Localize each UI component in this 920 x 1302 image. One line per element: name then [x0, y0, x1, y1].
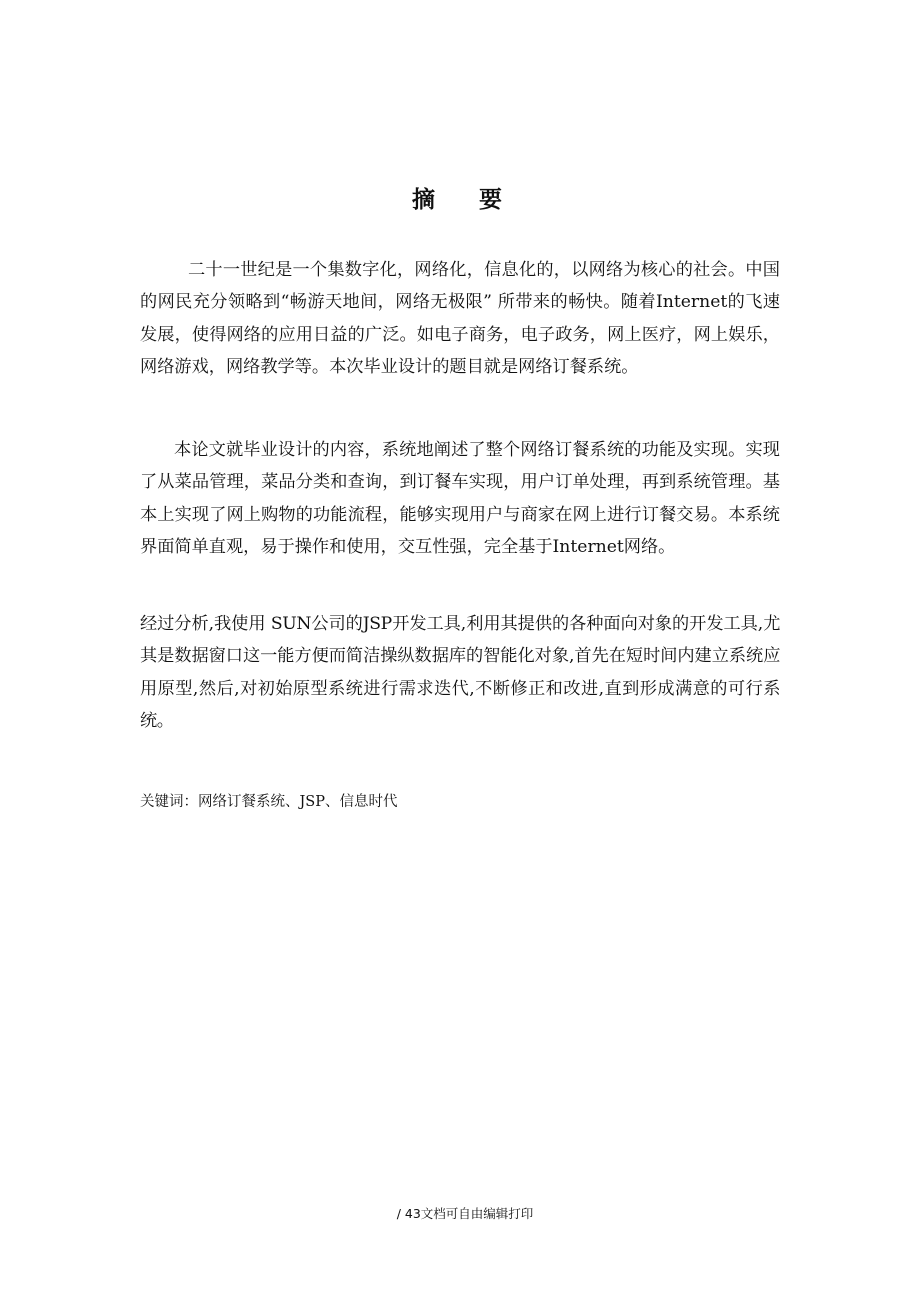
abstract-paragraph-2: 本论文就毕业设计的内容，系统地阐述了整个网络订餐系统的功能及实现。实现了从菜品管理，菜品分类和查询，到订餐车实现，用户订单处理，再到系统管理。基本上实现了网上购物的功能流程，能够实现用户与商家在网上进行订餐交易。本系统界面简单直观，易于操作和使用，交互性强，完全基于Internet网络。	[140, 440, 780, 557]
page-footer: / 43文档可自由编辑打印	[396, 1206, 534, 1221]
page-title: 摘 要	[411, 187, 520, 213]
abstract-paragraph-1: 二十一世纪是一个集数字化，网络化，信息化的，以网络为核心的社会。中国的网民充分领略到“畅游天地间，网络无极限” 所带来的畅快。随着Internet的飞速发展，使得网络的应用日益的广泛。如电子商务，电子政务，网上医疗，网上娱乐，网络游戏，网络教学等。本次毕业设计的题目就是网络订餐系统。	[140, 260, 780, 377]
keywords-line: 关键词：网络订餐系统、JSP、信息时代	[140, 794, 398, 810]
abstract-paragraph-3: 经过分析,我使用 SUN公司的JSP开发工具,利用其提供的各种面向对象的开发工具,尤其是数据窗口这一能方便而简洁操纵数据库的智能化对象,首先在短时间内建立系统应用原型,然后,对初始原型系统进行需求迭代,不断修正和改进,直到形成满意的可行系统。	[140, 614, 780, 731]
